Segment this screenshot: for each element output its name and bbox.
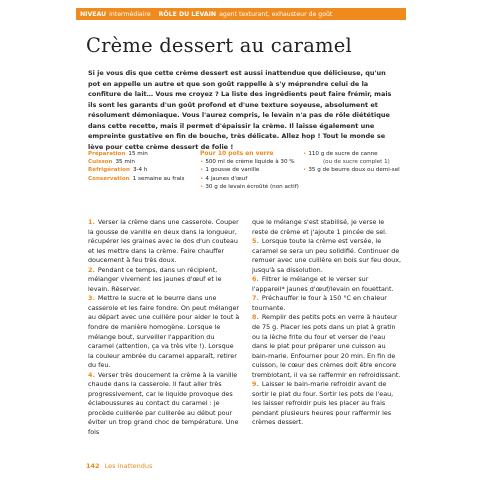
bullet-icon: •	[200, 167, 204, 174]
intro-paragraph: Si je vous dis que cette crème dessert est aussi inattendue que délicieuse, qu'un pot en appelle un autre et que son goût rappelle à s'y méprendre celui de la confiture de lait… Vous me croyez ? La liste des ingrédients peut faire frémir, mais ils sont les garants d'un goût profond et d'une texture soyeuse, absolument et résolument démoniaque. Vous l'aurez compris, le levain n'a pas de rôle diététique dans cette recette, mais il permet d'épaissir la crème. Il laisse également une empreinte gustative en fin de bouche, très délicate. Allez hop ! Tout le monde se lève pour cette crème dessert de folie !	[88, 69, 392, 151]
role-label: RÔLE DU LEVAIN	[158, 10, 217, 18]
ingredient-item: • 500 ml de crème liquide à 30 %	[200, 159, 295, 166]
ingredient-item: • 110 g de sucre de canne	[303, 151, 378, 157]
ingredient-item: • 35 g de beurre doux ou demi-sel	[303, 167, 400, 174]
recipe-step: 3. Mettre le sucre et le beurre dans une casserole et les faire fondre. On peut mélanger au départ avec une cuillère pour aider le tout à fondre de manière homogène. Lorsque le mélange bout, surveiller l'apparition du caramel (attention, ça va très vite !). Lorsque la couleur ambrée du caramel apparaît, retirer du feu.	[88, 294, 240, 370]
role-value: agent texturant, exhausteur de goût	[219, 10, 333, 18]
meta-row: Conservation 1 semaine au frais	[88, 175, 185, 182]
ingredients-list-main	[200, 150, 300, 191]
ingredient-note: (ou de sucre complet 1)	[323, 159, 390, 166]
bullet-icon: •	[200, 175, 204, 182]
recipe-step: 2. Pendant ce temps, dans un récipient, mélanger vivement les jaunes d'œuf et le levain. Réserver.	[88, 265, 222, 293]
meta-row: Réfrigération 3-4 h	[88, 167, 148, 174]
section-name: Les inattendus	[104, 462, 153, 470]
page-number: 142	[86, 462, 100, 470]
ingredient-item: • 1 gousse de vanille	[200, 167, 260, 174]
page-footer	[86, 462, 152, 470]
level-value: intermédiaire	[109, 10, 151, 18]
page-title: Crème dessert au caramel	[86, 34, 352, 57]
ingredient-item: • 4 jaunes d'œuf	[200, 175, 248, 182]
meta-row: Préparation 15 min	[88, 151, 148, 157]
meta-row: Cuisson 35 min	[88, 159, 135, 166]
recipe-info-bar	[76, 8, 406, 20]
recipe-step: 9. Laisser le bain-marie refroidir avant de sortir le plat du four. Sortir les pots de l'eau, les laisser refroidir puis les placer au frais pendant plusieurs heures pour raffermir les crèmes dessert.	[252, 380, 394, 427]
recipe-step: 1. Verser la crème dans une casserole. Couper la gousse de vanille en deux dans la longueur, récupérer les graines avec le dos d'un couteau et les mettre dans la crème. Faire chauffer doucement à feu très doux.	[88, 218, 239, 265]
recipe-step: 6. Filtrer le mélange et le verser sur l'appareil* jaunes d'œuf/levain en fouettant.	[252, 275, 394, 293]
recipe-step: 5. Lorsque toute la crème est versée, le caramel se sera un peu solidifié. Continuer de remuer avec une cuillère en bois sur feu doux, jusqu'à sa dissolution.	[252, 237, 402, 274]
recipe-step-continued: que le mélange s'est stabilisé, je verse le reste de crème et j'ajoute 1 pincée de sel.	[252, 218, 387, 236]
bullet-icon: •	[200, 159, 204, 166]
ingredient-item: • 30 g de levain écroûté (non actif)	[200, 183, 299, 190]
recipe-step: 4. Verser très doucement la crème à la vanille chaude dans la casserole. Il faut aller très progressivement, car le liquide provoque des éclaboussures au contact du caramel : je procède cuillerée par cuillerée au début pour éviter un trop grand choc de température. Une fois	[88, 370, 239, 437]
steps-column-right	[252, 218, 402, 428]
bullet-icon: •	[200, 183, 204, 190]
bullet-icon: •	[303, 167, 307, 174]
level-label: NIVEAU	[80, 10, 107, 18]
ingredients-heading: Pour 10 pots en verre	[200, 150, 274, 157]
bullet-icon: •	[303, 151, 307, 157]
ingredients-list-secondary	[303, 150, 403, 175]
recipe-step: 7. Préchauffer le four à 150 °C en chaleur tournante.	[252, 294, 387, 312]
recipe-step: 8. Remplir des petits pots en verre à hauteur de 75 g. Placer les pots dans un plat à gratin ou la lèche frite du four et verser de l'eau dans le plat pour préparer une cuisson au bain-marie. Enfourner pour 20 min. En fin de cuisson, le cœur des crèmes doit être encore tremblotant, il va se raffermir en refroidissant.	[252, 313, 401, 379]
ingredients-block	[88, 150, 400, 190]
steps-column-left	[88, 218, 240, 438]
recipe-meta	[88, 150, 198, 183]
